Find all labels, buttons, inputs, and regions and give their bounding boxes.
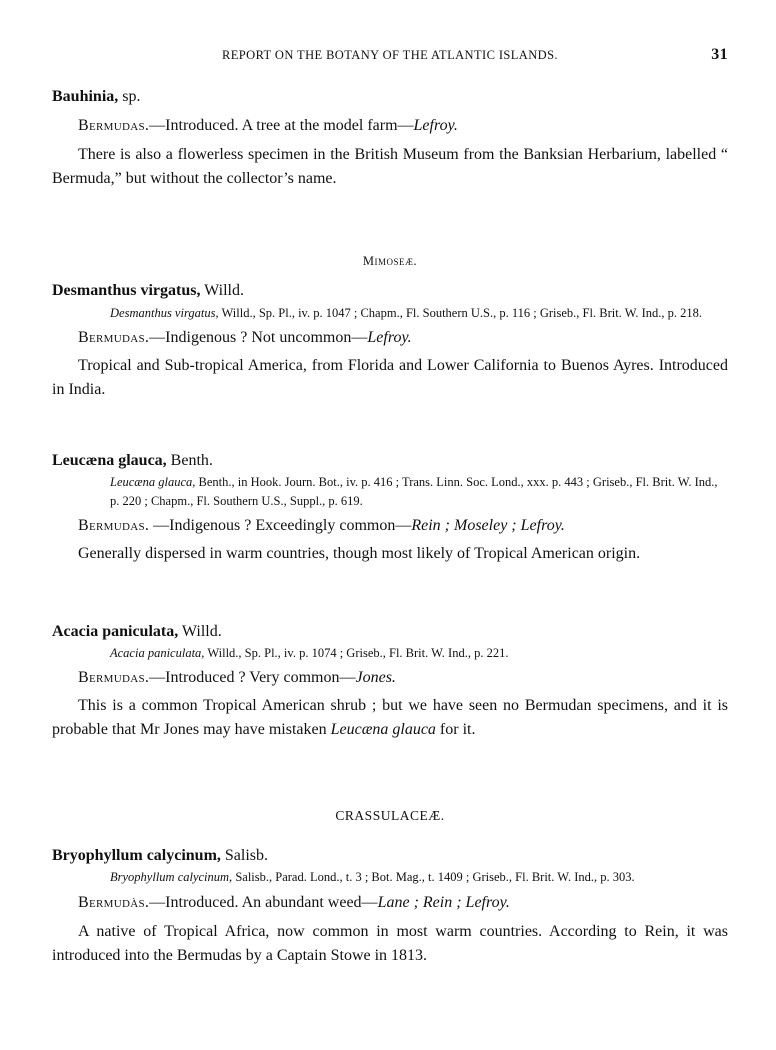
reference-citation [52,304,728,323]
species-binomial: Leucæna glauca, [52,452,167,469]
species-binomial: Desmanthus virgatus, [52,282,201,299]
species-binomial: Bauhinia, [52,88,119,105]
locality-text: —Indigenous ? Exceedingly common— [149,517,412,534]
entry-bauhinia [52,87,728,191]
reference-lead: Bryophyllum calycinum, [110,870,233,884]
reference-citation [52,868,728,887]
paragraph-text-end: for it. [435,721,476,738]
locality-line [52,327,728,349]
entry-acacia [52,622,728,742]
locality-collector: Rein ; Moseley ; Lefroy. [411,517,565,534]
locality-label: Bermudas. [78,517,150,534]
entry-leucaena [52,451,728,566]
running-head [52,47,728,67]
species-author: Benth. [166,452,213,469]
reference-lead: Leucæna glauca, [110,475,196,489]
page-number: 31 [711,46,728,63]
species-author: Willd. [200,282,244,299]
reference-rest: Willd., Sp. Pl., iv. p. 1074 ; Griseb., Fl. Brit. W. Ind., p. 221. [204,646,509,660]
entry-paragraph: There is also a flowerless specimen in the British Museum from the Banksian Herbarium, labelled “ Bermuda,” but without the collector’s name. [52,146,728,187]
species-name [52,846,728,866]
species-author: Willd. [178,623,222,640]
species-name [52,622,728,642]
locality-collector: Lefroy. [413,117,458,134]
entry-desmanthus [52,281,728,402]
species-name [52,451,728,471]
locality-collector: Jones. [355,669,396,686]
locality-collector: Lane ; Rein ; Lefroy. [377,894,510,911]
locality-label: Bermudas. [78,117,150,134]
locality-line [52,892,728,914]
paragraph-text: This is a common Tropical American shrub ; but we have seen no Bermudan specimens, and it is probable that Mr Jones may have mistaken [52,697,728,738]
reference-rest: Benth., in Hook. Journ. Bot., iv. p. 416 ; Trans. Linn. Soc. Lond., xxx. p. 443 ; Griseb., Fl. Brit. W. Ind., p. 220 ; Chapm., Fl. Southern U.S., Suppl., p. 619. [110,475,718,508]
entry-bryophyllum [52,846,728,968]
paragraph-italic-taxon: Leucæna glauca [330,721,436,738]
species-name [52,281,728,301]
reference-lead: Desmanthus virgatus, [110,306,219,320]
locality-label: Bermudas. [78,669,150,686]
reference-rest: Salisb., Parad. Lond., t. 3 ; Bot. Mag., t. 1409 ; Griseb., Fl. Brit. W. Ind., p. 303. [232,870,635,884]
locality-text: —Introduced ? Very common— [149,669,356,686]
locality-line [52,667,728,689]
species-author: sp. [118,88,141,105]
locality-collector: Lefroy. [367,329,412,346]
reference-citation [52,473,728,511]
entry-paragraph: A native of Tropical Africa, now common in most warm countries. According to Rein, it was introduced into the Bermudas by a Captain Stowe in 1813. [52,923,728,964]
locality-label: Bermudàs. [78,894,150,911]
locality-text: —Indigenous ? Not uncommon— [149,329,368,346]
species-binomial: Bryophyllum calycinum, [52,847,221,864]
locality-line [52,515,728,537]
locality-text: —Introduced. A tree at the model farm— [149,117,414,134]
reference-lead: Acacia paniculata, [110,646,205,660]
entry-paragraph: Tropical and Sub-tropical America, from Florida and Lower California to Buenos Ayres. Introduced in India. [52,357,728,398]
entry-paragraph: Generally dispersed in warm countries, though most likely of Tropical American origin. [78,545,641,562]
locality-label: Bermudas. [78,329,150,346]
family-heading-mimoseae: Mimoseæ. [362,254,418,268]
species-binomial: Acacia paniculata, [52,623,179,640]
reference-rest: Willd., Sp. Pl., iv. p. 1047 ; Chapm., Fl. Southern U.S., p. 116 ; Griseb., Fl. Brit. W. Ind., p. 218. [218,306,703,320]
locality-line [52,115,728,137]
species-author: Salisb. [220,847,269,864]
entry-paragraph [52,694,728,742]
family-heading-crassulaceae: CRASSULACEÆ. [335,808,445,823]
species-name [52,87,728,107]
running-title: REPORT ON THE BOTANY OF THE ATLANTIC ISLANDS. [222,48,558,62]
reference-citation [52,644,728,663]
locality-text: —Introduced. An abundant weed— [149,894,378,911]
